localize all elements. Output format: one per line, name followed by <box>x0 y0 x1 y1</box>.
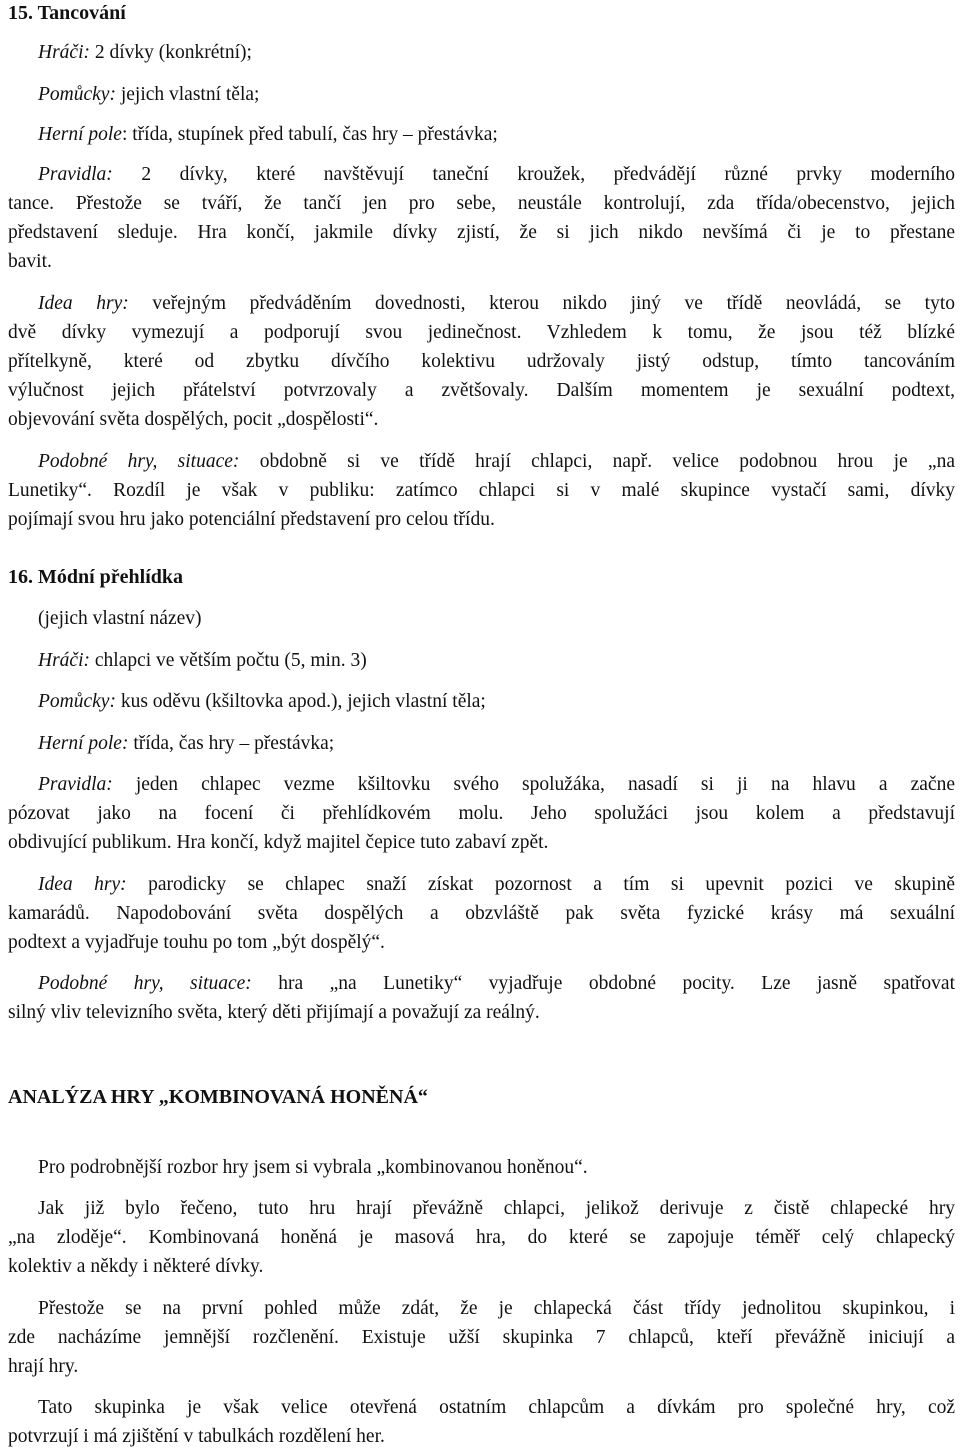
players-label: Hráči: <box>38 650 90 671</box>
rules-label: Pravidla: <box>38 164 113 185</box>
similar-line: silný vliv televizního světa, který děti přijímají a považují za reálný. <box>8 1002 540 1023</box>
rules-line <box>38 162 955 188</box>
analysis-paragraph-line: „na zloděje“. Kombinovaná honěná je masová hra, do které se zapojuje téměř celý chlapecký <box>8 1227 955 1248</box>
players-text: 2 dívky (konkrétní); <box>90 42 252 63</box>
field-text: třída, čas hry – přestávka; <box>128 733 335 754</box>
similar-text: obdobně si ve třídě hrají chlapci, např. velice podobnou hrou je „na <box>239 451 955 472</box>
rules-line: pózovat jako na focení či přehlídkovém molu. Jeho spolužáci jsou kolem a představují <box>8 803 955 824</box>
analysis-paragraph-line: Pro podrobnější rozbor hry jsem si vybrala „kombinovanou honěnou“. <box>38 1157 588 1178</box>
rules-text: jeden chlapec vezme kšiltovku svého spolužáka, nasadí si ji na hlavu a začne <box>112 774 955 795</box>
tools-text: kus oděvu (kšiltovka apod.), jejich vlastní těla; <box>115 691 486 712</box>
heading-title: Módní přehlídka <box>38 566 184 588</box>
rules-line: obdivující publikum. Hra končí, když majitel čepice tuto zabaví zpět. <box>8 832 549 853</box>
rules-line: představení sleduje. Hra končí, jakmile dívky zjistí, že si jich nikdo nevšímá či je to přestane <box>8 222 955 243</box>
rules-line: bavit. <box>8 251 52 272</box>
rules-line: tance. Přestože se tváří, že tančí jen pro sebe, neustále kontrolují, zda třída/obecenstvo, jejich <box>8 193 955 214</box>
idea-line: přítelkyně, které od zbytku dívčího kolektivu udržovaly jistý odstup, tímto tancováním <box>8 351 955 372</box>
players-text: chlapci ve větším počtu (5, min. 3) <box>90 650 367 671</box>
field-label: Herní pole: <box>38 733 129 754</box>
field-label: Herní pole <box>38 124 122 145</box>
field-line <box>38 122 955 148</box>
tools-text: jejich vlastní těla; <box>115 84 260 105</box>
similar-label: Podobné hry, situace: <box>38 973 252 994</box>
analysis-paragraph-line: Přestože se na první pohled může zdát, že je chlapecká část třídy jednolitou skupinkou, i <box>38 1298 955 1319</box>
idea-line: objevování světa dospělých, pocit „dospělosti“. <box>8 409 379 430</box>
similar-line <box>38 971 955 997</box>
analysis-heading: ANALÝZA HRY „KOMBINOVANÁ HONĚNÁ“ <box>8 1086 428 1108</box>
heading-number: 15. <box>8 2 33 24</box>
idea-text: parodicky se chlapec snaží získat pozornost a tím si upevnit pozici ve skupině <box>126 874 955 895</box>
section-15-heading <box>8 0 955 26</box>
idea-label: Idea hry: <box>38 293 129 314</box>
heading-title: Tancování <box>37 2 126 24</box>
tools-line <box>38 689 955 715</box>
idea-label: Idea hry: <box>38 874 127 895</box>
idea-line <box>38 291 955 317</box>
analysis-paragraph-line: Tato skupinka je však velice otevřená ostatním chlapcům a dívkám pro společné hry, což <box>38 1397 955 1418</box>
similar-text: hra „na Lunetiky“ vyjadřuje obdobné pocity. Lze jasně spatřovat <box>251 973 955 994</box>
rules-line <box>38 772 955 798</box>
idea-line <box>38 872 955 898</box>
tools-line <box>38 82 955 108</box>
heading-number: 16. <box>8 566 33 588</box>
players-label: Hráči: <box>38 42 90 63</box>
idea-line: výlučnost jejich přátelství potvrzovaly a zvětšovaly. Dalším momentem je sexuální podtext, <box>8 380 955 401</box>
section-16-heading <box>8 564 955 590</box>
field-text: : třída, stupínek před tabulí, čas hry – přestávka; <box>121 124 498 145</box>
idea-line: podtext a vyjadřuje touhu po tom „být dospělý“. <box>8 932 385 953</box>
similar-label: Podobné hry, situace: <box>38 451 240 472</box>
idea-text: veřejným předváděním dovednosti, kterou nikdo jiný ve třídě neovládá, se tyto <box>128 293 956 314</box>
tools-label: Pomůcky: <box>38 84 116 105</box>
analysis-paragraph-line: kolektiv a někdy i některé dívky. <box>8 1256 264 1277</box>
players-line <box>38 648 955 674</box>
tools-label: Pomůcky: <box>38 691 116 712</box>
field-line <box>38 731 955 757</box>
idea-line: kamarádů. Napodobování světa dospělých a obzvláště pak světa fyzické krásy má sexuální <box>8 903 955 924</box>
similar-line <box>38 449 955 475</box>
analysis-paragraph-line: hrají hry. <box>8 1356 79 1377</box>
analysis-paragraph-line: Jak již bylo řečeno, tuto hru hrají převážně chlapci, jelikož derivuje z čistě chlapecké hry <box>38 1198 955 1219</box>
analysis-paragraph-line: potvrzují i má zjištění v tabulkách rozdělení her. <box>8 1426 385 1447</box>
rules-text: 2 dívky, které navštěvují taneční kroužek, předvádějí různé prvky moderního <box>112 164 955 185</box>
rules-label: Pravidla: <box>38 774 113 795</box>
analysis-paragraph-line: zde nacházíme jemnější rozčlenění. Existuje užší skupinka 7 chlapců, kteří převážně iniciují a <box>8 1327 955 1348</box>
idea-line: dvě dívky vymezují a podporují svou jedinečnost. Vzhledem k tomu, že jsou též blízké <box>8 322 955 343</box>
subtitle-line: (jejich vlastní název) <box>38 608 202 629</box>
players-line <box>38 40 955 66</box>
similar-line: Lunetiky“. Rozdíl je však v publiku: zatímco chlapci si v malé skupince vystačí sami, dívky <box>8 480 955 501</box>
similar-line: pojímají svou hru jako potenciální představení pro celou třídu. <box>8 509 495 530</box>
